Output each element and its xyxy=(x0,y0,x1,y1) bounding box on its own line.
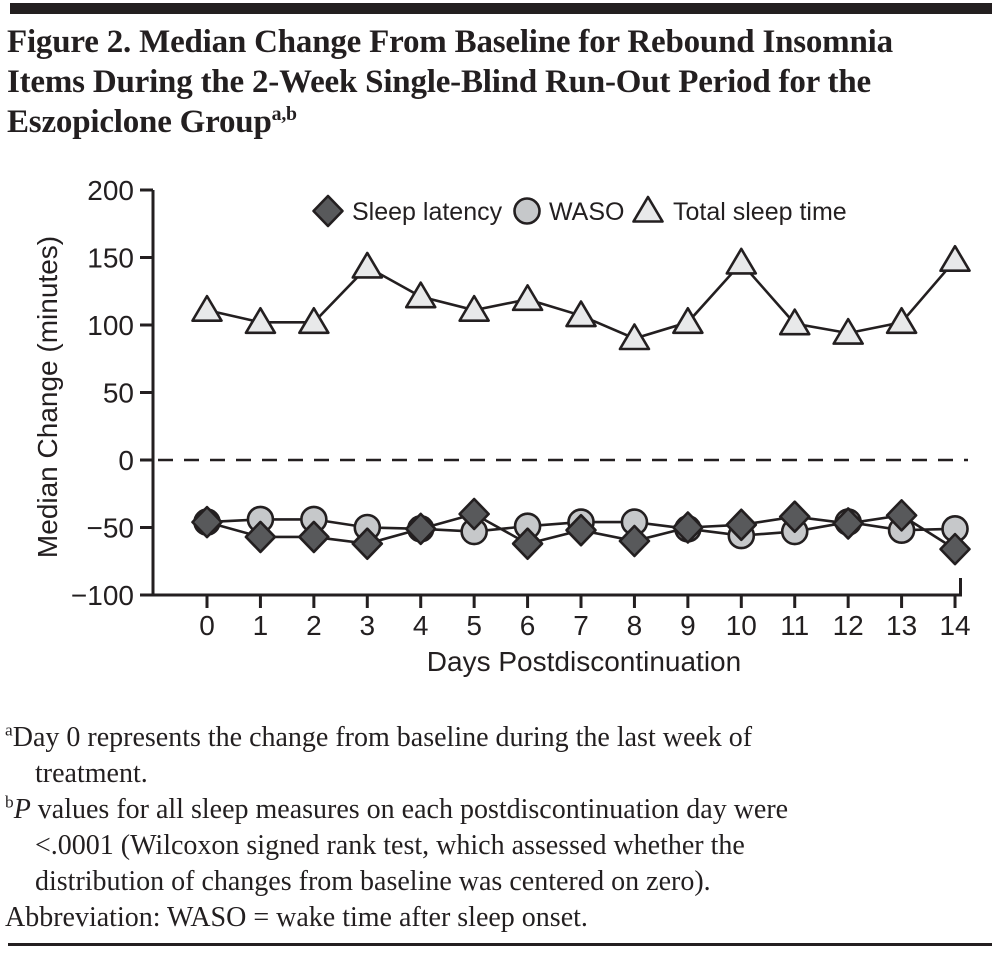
x-axis-tick-label: 11 xyxy=(780,610,810,641)
point-total-sleep-time-6 xyxy=(513,285,542,310)
bottom-rule xyxy=(8,943,992,946)
figure-title xyxy=(7,22,997,142)
y-axis-tick-label: −100 xyxy=(70,580,134,611)
x-axis-tick-label: 9 xyxy=(680,610,696,641)
point-sleep-latency-14 xyxy=(941,534,970,564)
y-axis-tick-label: 100 xyxy=(87,310,134,341)
x-axis-title: Days Postdiscontinuation xyxy=(426,646,742,677)
x-axis-tick-label: 6 xyxy=(519,610,536,641)
point-sleep-latency-4 xyxy=(406,514,435,544)
x-axis-tick-label: 7 xyxy=(573,610,589,641)
x-axis-tick-label: 3 xyxy=(359,610,376,641)
x-axis-tick-label: 1 xyxy=(252,610,269,641)
legend-marker-waso xyxy=(515,199,540,224)
y-axis-tick-label: 150 xyxy=(87,242,134,274)
top-rule xyxy=(10,3,992,14)
footnote-line: $^a$Day 0 represents the change from baseline during the last week of xyxy=(5,720,753,753)
footnote-line: distribution of changes from baseline was centered on zero). xyxy=(35,866,711,897)
x-axis-tick-label: 13 xyxy=(886,610,918,641)
legend-marker-sleep-latency xyxy=(314,196,343,226)
x-axis-tick-label: 0 xyxy=(199,610,215,641)
y-axis-tick-label: 50 xyxy=(102,377,134,409)
x-axis-tick-label: 5 xyxy=(466,610,482,641)
chart-svg xyxy=(0,165,1001,715)
x-axis-tick-label: 12 xyxy=(832,610,864,641)
x-axis-tick-label: 4 xyxy=(412,610,429,641)
chart-area xyxy=(0,165,1001,715)
point-total-sleep-time-0 xyxy=(193,296,222,321)
x-axis-tick-label: 8 xyxy=(626,610,643,641)
y-axis-tick-label: 0 xyxy=(118,445,134,476)
point-total-sleep-time-4 xyxy=(406,283,435,308)
footnote-line: <.0001 (Wilcoxon signed rank test, which assessed whether the xyxy=(35,830,745,861)
point-total-sleep-time-3 xyxy=(353,253,382,278)
y-axis-tick-label: 200 xyxy=(87,175,134,206)
x-axis-tick-label: 2 xyxy=(306,610,322,641)
point-sleep-latency-0 xyxy=(193,507,222,537)
figure-title-line: Figure 2. Median Change From Baseline for Rebound Insomnia xyxy=(7,24,893,60)
legend-label-waso: WASO xyxy=(549,198,625,226)
figure-footnotes xyxy=(5,720,993,936)
figure-title-line: Eszopiclone Group$^{a,b}$ xyxy=(7,103,297,140)
y-axis-tick-label: −50 xyxy=(86,512,134,544)
legend-label-total-sleep-time: Total sleep time xyxy=(673,198,847,226)
x-axis-tick-label: 14 xyxy=(939,610,971,641)
footnote-line: Abbreviation: WASO = wake time after sleep onset. xyxy=(5,902,588,933)
y-axis-title: Median Change (minutes) xyxy=(32,235,63,559)
x-axis-tick-label: 10 xyxy=(725,610,757,641)
footnote-line: $^b$P values for all sleep measures on each postdiscontinuation day were xyxy=(5,792,789,825)
figure-title-line: Items During the 2-Week Single-Blind Run-Out Period for the xyxy=(7,64,871,100)
point-total-sleep-time-14 xyxy=(941,246,970,271)
footnote-line: treatment. xyxy=(35,758,148,789)
legend-label-sleep-latency: Sleep latency xyxy=(352,198,503,226)
legend-marker-total-sleep-time xyxy=(634,197,663,222)
point-total-sleep-time-10 xyxy=(727,249,756,274)
